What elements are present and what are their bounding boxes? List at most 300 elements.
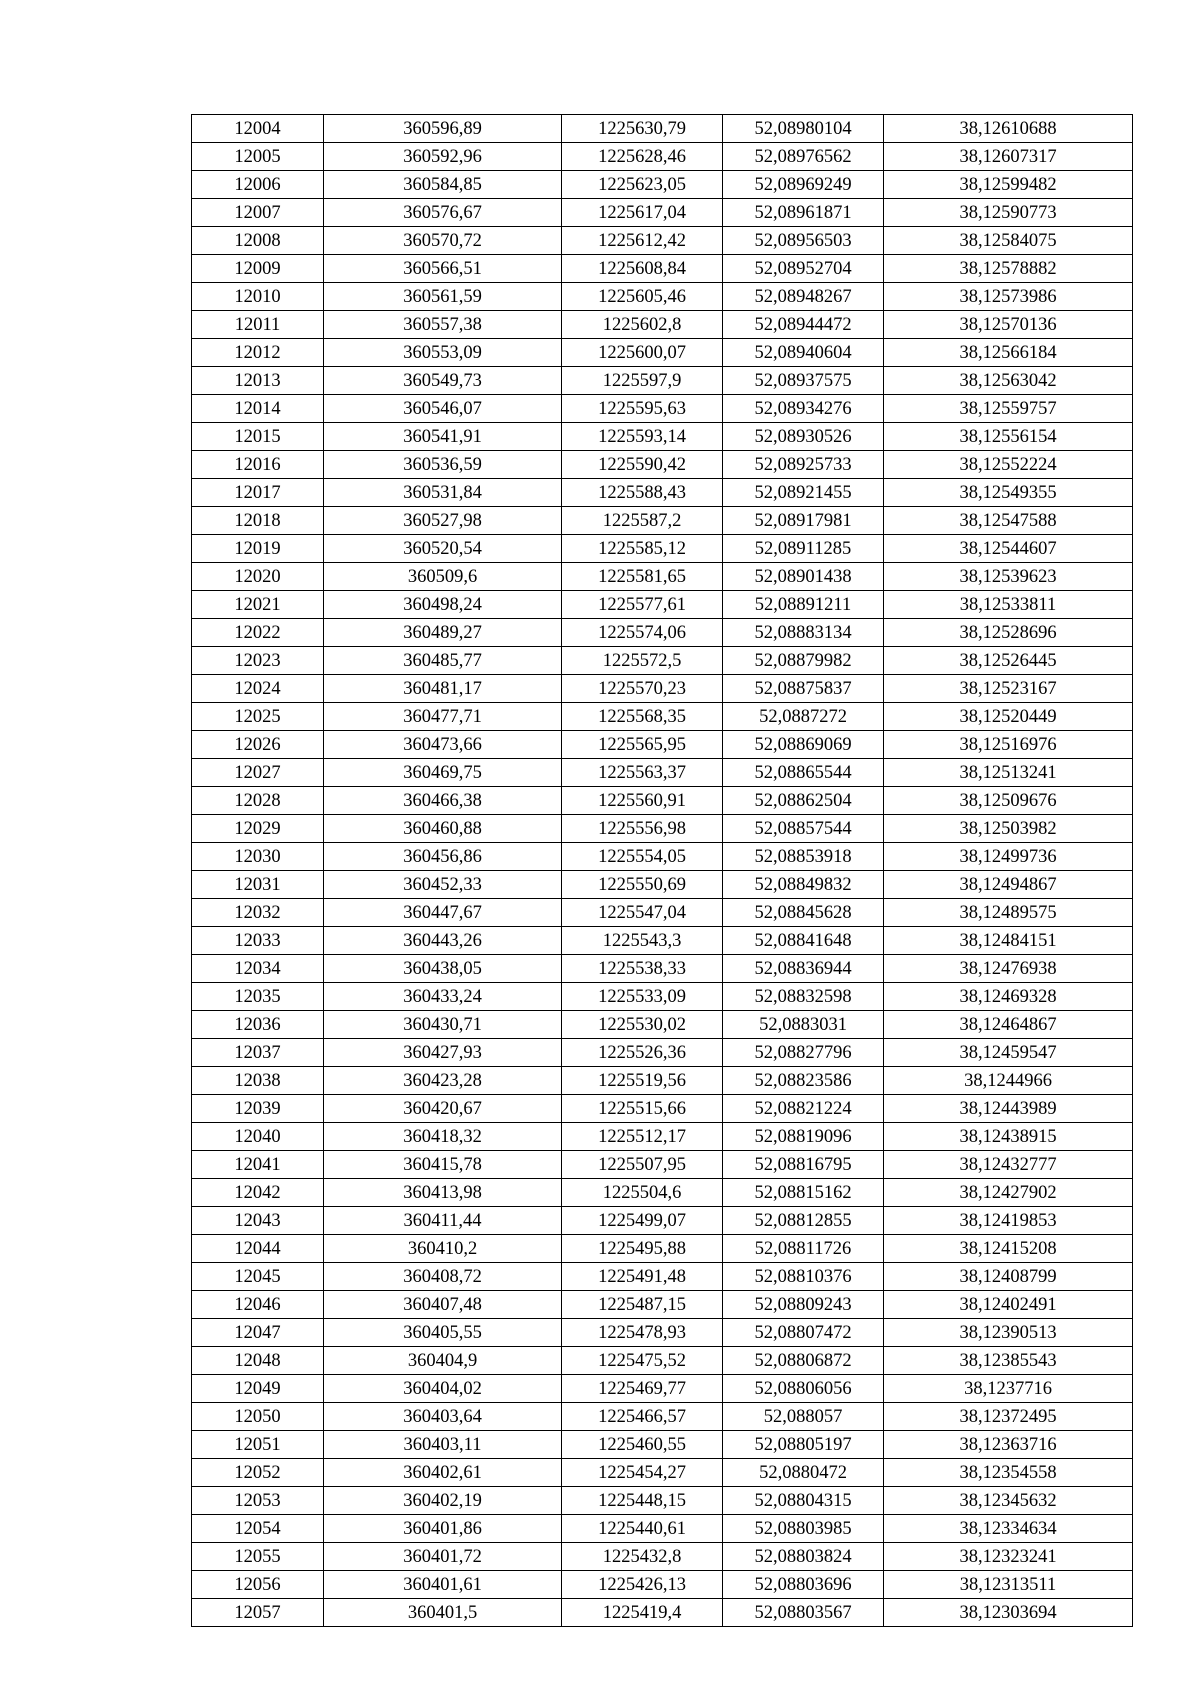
latitude-cell: 52,08803696 bbox=[723, 1571, 884, 1599]
point-number-cell: 12020 bbox=[192, 563, 324, 591]
x-coordinate-cell: 360452,33 bbox=[324, 871, 562, 899]
point-number-cell: 12035 bbox=[192, 983, 324, 1011]
y-coordinate-cell: 1225460,55 bbox=[562, 1431, 723, 1459]
x-coordinate-cell: 360456,86 bbox=[324, 843, 562, 871]
longitude-cell: 38,12547588 bbox=[884, 507, 1133, 535]
x-coordinate-cell: 360520,54 bbox=[324, 535, 562, 563]
table-row bbox=[192, 423, 1133, 451]
point-number-cell: 12007 bbox=[192, 199, 324, 227]
x-coordinate-cell: 360596,89 bbox=[324, 115, 562, 143]
x-coordinate-cell: 360466,38 bbox=[324, 787, 562, 815]
latitude-cell: 52,08806056 bbox=[723, 1375, 884, 1403]
x-coordinate-cell: 360410,2 bbox=[324, 1235, 562, 1263]
x-coordinate-cell: 360509,6 bbox=[324, 563, 562, 591]
longitude-cell: 38,12469328 bbox=[884, 983, 1133, 1011]
longitude-cell: 38,12390513 bbox=[884, 1319, 1133, 1347]
latitude-cell: 52,0883031 bbox=[723, 1011, 884, 1039]
point-number-cell: 12022 bbox=[192, 619, 324, 647]
point-number-cell: 12029 bbox=[192, 815, 324, 843]
point-number-cell: 12028 bbox=[192, 787, 324, 815]
table-row bbox=[192, 1543, 1133, 1571]
x-coordinate-cell: 360408,72 bbox=[324, 1263, 562, 1291]
latitude-cell: 52,08857544 bbox=[723, 815, 884, 843]
table-row bbox=[192, 535, 1133, 563]
x-coordinate-cell: 360531,84 bbox=[324, 479, 562, 507]
latitude-cell: 52,088057 bbox=[723, 1403, 884, 1431]
latitude-cell: 52,0880472 bbox=[723, 1459, 884, 1487]
table-row bbox=[192, 1011, 1133, 1039]
y-coordinate-cell: 1225617,04 bbox=[562, 199, 723, 227]
latitude-cell: 52,08849832 bbox=[723, 871, 884, 899]
x-coordinate-cell: 360438,05 bbox=[324, 955, 562, 983]
y-coordinate-cell: 1225495,88 bbox=[562, 1235, 723, 1263]
y-coordinate-cell: 1225526,36 bbox=[562, 1039, 723, 1067]
y-coordinate-cell: 1225512,17 bbox=[562, 1123, 723, 1151]
latitude-cell: 52,08940604 bbox=[723, 339, 884, 367]
x-coordinate-cell: 360553,09 bbox=[324, 339, 562, 367]
x-coordinate-cell: 360402,61 bbox=[324, 1459, 562, 1487]
x-coordinate-cell: 360469,75 bbox=[324, 759, 562, 787]
table-row bbox=[192, 647, 1133, 675]
x-coordinate-cell: 360403,64 bbox=[324, 1403, 562, 1431]
y-coordinate-cell: 1225565,95 bbox=[562, 731, 723, 759]
x-coordinate-cell: 360411,44 bbox=[324, 1207, 562, 1235]
longitude-cell: 38,12552224 bbox=[884, 451, 1133, 479]
latitude-cell: 52,0887272 bbox=[723, 703, 884, 731]
point-number-cell: 12032 bbox=[192, 899, 324, 927]
x-coordinate-cell: 360561,59 bbox=[324, 283, 562, 311]
point-number-cell: 12024 bbox=[192, 675, 324, 703]
y-coordinate-cell: 1225499,07 bbox=[562, 1207, 723, 1235]
y-coordinate-cell: 1225554,05 bbox=[562, 843, 723, 871]
x-coordinate-cell: 360401,5 bbox=[324, 1599, 562, 1627]
latitude-cell: 52,08917981 bbox=[723, 507, 884, 535]
table-row bbox=[192, 983, 1133, 1011]
latitude-cell: 52,08816795 bbox=[723, 1151, 884, 1179]
table-row bbox=[192, 787, 1133, 815]
longitude-cell: 38,12402491 bbox=[884, 1291, 1133, 1319]
latitude-cell: 52,08811726 bbox=[723, 1235, 884, 1263]
latitude-cell: 52,08879982 bbox=[723, 647, 884, 675]
latitude-cell: 52,08832598 bbox=[723, 983, 884, 1011]
y-coordinate-cell: 1225597,9 bbox=[562, 367, 723, 395]
table-row bbox=[192, 255, 1133, 283]
x-coordinate-cell: 360404,9 bbox=[324, 1347, 562, 1375]
table-row bbox=[192, 759, 1133, 787]
latitude-cell: 52,08948267 bbox=[723, 283, 884, 311]
point-number-cell: 12008 bbox=[192, 227, 324, 255]
point-number-cell: 12005 bbox=[192, 143, 324, 171]
point-number-cell: 12038 bbox=[192, 1067, 324, 1095]
longitude-cell: 38,12494867 bbox=[884, 871, 1133, 899]
longitude-cell: 38,12419853 bbox=[884, 1207, 1133, 1235]
table-row bbox=[192, 171, 1133, 199]
y-coordinate-cell: 1225533,09 bbox=[562, 983, 723, 1011]
longitude-cell: 38,12523167 bbox=[884, 675, 1133, 703]
longitude-cell: 38,1237716 bbox=[884, 1375, 1133, 1403]
table-row bbox=[192, 1151, 1133, 1179]
table-row bbox=[192, 1039, 1133, 1067]
y-coordinate-cell: 1225478,93 bbox=[562, 1319, 723, 1347]
x-coordinate-cell: 360570,72 bbox=[324, 227, 562, 255]
latitude-cell: 52,08810376 bbox=[723, 1263, 884, 1291]
longitude-cell: 38,12544607 bbox=[884, 535, 1133, 563]
longitude-cell: 38,12476938 bbox=[884, 955, 1133, 983]
table-row bbox=[192, 563, 1133, 591]
point-number-cell: 12014 bbox=[192, 395, 324, 423]
y-coordinate-cell: 1225432,8 bbox=[562, 1543, 723, 1571]
longitude-cell: 38,12484151 bbox=[884, 927, 1133, 955]
x-coordinate-cell: 360415,78 bbox=[324, 1151, 562, 1179]
longitude-cell: 38,12345632 bbox=[884, 1487, 1133, 1515]
latitude-cell: 52,08934276 bbox=[723, 395, 884, 423]
y-coordinate-cell: 1225612,42 bbox=[562, 227, 723, 255]
longitude-cell: 38,12503982 bbox=[884, 815, 1133, 843]
latitude-cell: 52,08921455 bbox=[723, 479, 884, 507]
longitude-cell: 38,12590773 bbox=[884, 199, 1133, 227]
longitude-cell: 38,12526445 bbox=[884, 647, 1133, 675]
longitude-cell: 38,12464867 bbox=[884, 1011, 1133, 1039]
table-row bbox=[192, 843, 1133, 871]
longitude-cell: 38,12516976 bbox=[884, 731, 1133, 759]
y-coordinate-cell: 1225556,98 bbox=[562, 815, 723, 843]
point-number-cell: 12053 bbox=[192, 1487, 324, 1515]
longitude-cell: 38,12459547 bbox=[884, 1039, 1133, 1067]
point-number-cell: 12039 bbox=[192, 1095, 324, 1123]
longitude-cell: 38,1244966 bbox=[884, 1067, 1133, 1095]
table-row bbox=[192, 1515, 1133, 1543]
table-row bbox=[192, 311, 1133, 339]
table-row bbox=[192, 1487, 1133, 1515]
latitude-cell: 52,08944472 bbox=[723, 311, 884, 339]
y-coordinate-cell: 1225595,63 bbox=[562, 395, 723, 423]
point-number-cell: 12015 bbox=[192, 423, 324, 451]
y-coordinate-cell: 1225600,07 bbox=[562, 339, 723, 367]
longitude-cell: 38,12415208 bbox=[884, 1235, 1133, 1263]
point-number-cell: 12017 bbox=[192, 479, 324, 507]
table-row bbox=[192, 1403, 1133, 1431]
point-number-cell: 12031 bbox=[192, 871, 324, 899]
point-number-cell: 12040 bbox=[192, 1123, 324, 1151]
latitude-cell: 52,08805197 bbox=[723, 1431, 884, 1459]
longitude-cell: 38,12513241 bbox=[884, 759, 1133, 787]
y-coordinate-cell: 1225581,65 bbox=[562, 563, 723, 591]
table-row bbox=[192, 479, 1133, 507]
y-coordinate-cell: 1225530,02 bbox=[562, 1011, 723, 1039]
table-row bbox=[192, 115, 1133, 143]
x-coordinate-cell: 360584,85 bbox=[324, 171, 562, 199]
table-row bbox=[192, 675, 1133, 703]
y-coordinate-cell: 1225572,5 bbox=[562, 647, 723, 675]
y-coordinate-cell: 1225563,37 bbox=[562, 759, 723, 787]
table-row bbox=[192, 1179, 1133, 1207]
table-row bbox=[192, 395, 1133, 423]
table-row bbox=[192, 731, 1133, 759]
point-number-cell: 12048 bbox=[192, 1347, 324, 1375]
table-row bbox=[192, 1291, 1133, 1319]
latitude-cell: 52,08819096 bbox=[723, 1123, 884, 1151]
y-coordinate-cell: 1225426,13 bbox=[562, 1571, 723, 1599]
point-number-cell: 12009 bbox=[192, 255, 324, 283]
longitude-cell: 38,12610688 bbox=[884, 115, 1133, 143]
x-coordinate-cell: 360423,28 bbox=[324, 1067, 562, 1095]
y-coordinate-cell: 1225602,8 bbox=[562, 311, 723, 339]
x-coordinate-cell: 360405,55 bbox=[324, 1319, 562, 1347]
longitude-cell: 38,12566184 bbox=[884, 339, 1133, 367]
longitude-cell: 38,12499736 bbox=[884, 843, 1133, 871]
y-coordinate-cell: 1225568,35 bbox=[562, 703, 723, 731]
longitude-cell: 38,12354558 bbox=[884, 1459, 1133, 1487]
latitude-cell: 52,08804315 bbox=[723, 1487, 884, 1515]
point-number-cell: 12044 bbox=[192, 1235, 324, 1263]
coordinates-table bbox=[191, 114, 1133, 1627]
y-coordinate-cell: 1225519,56 bbox=[562, 1067, 723, 1095]
longitude-cell: 38,12408799 bbox=[884, 1263, 1133, 1291]
point-number-cell: 12011 bbox=[192, 311, 324, 339]
y-coordinate-cell: 1225487,15 bbox=[562, 1291, 723, 1319]
longitude-cell: 38,12520449 bbox=[884, 703, 1133, 731]
latitude-cell: 52,08875837 bbox=[723, 675, 884, 703]
x-coordinate-cell: 360566,51 bbox=[324, 255, 562, 283]
longitude-cell: 38,12556154 bbox=[884, 423, 1133, 451]
longitude-cell: 38,12584075 bbox=[884, 227, 1133, 255]
x-coordinate-cell: 360407,48 bbox=[324, 1291, 562, 1319]
y-coordinate-cell: 1225590,42 bbox=[562, 451, 723, 479]
x-coordinate-cell: 360443,26 bbox=[324, 927, 562, 955]
longitude-cell: 38,12563042 bbox=[884, 367, 1133, 395]
longitude-cell: 38,12323241 bbox=[884, 1543, 1133, 1571]
table-row bbox=[192, 1375, 1133, 1403]
latitude-cell: 52,08891211 bbox=[723, 591, 884, 619]
x-coordinate-cell: 360576,67 bbox=[324, 199, 562, 227]
table-row bbox=[192, 955, 1133, 983]
x-coordinate-cell: 360447,67 bbox=[324, 899, 562, 927]
y-coordinate-cell: 1225588,43 bbox=[562, 479, 723, 507]
longitude-cell: 38,12528696 bbox=[884, 619, 1133, 647]
y-coordinate-cell: 1225608,84 bbox=[562, 255, 723, 283]
y-coordinate-cell: 1225577,61 bbox=[562, 591, 723, 619]
point-number-cell: 12012 bbox=[192, 339, 324, 367]
point-number-cell: 12046 bbox=[192, 1291, 324, 1319]
point-number-cell: 12049 bbox=[192, 1375, 324, 1403]
point-number-cell: 12023 bbox=[192, 647, 324, 675]
latitude-cell: 52,08952704 bbox=[723, 255, 884, 283]
x-coordinate-cell: 360401,61 bbox=[324, 1571, 562, 1599]
latitude-cell: 52,08969249 bbox=[723, 171, 884, 199]
table-row bbox=[192, 815, 1133, 843]
table-row bbox=[192, 1431, 1133, 1459]
x-coordinate-cell: 360557,38 bbox=[324, 311, 562, 339]
latitude-cell: 52,08901438 bbox=[723, 563, 884, 591]
coordinates-table-body bbox=[192, 115, 1133, 1627]
y-coordinate-cell: 1225491,48 bbox=[562, 1263, 723, 1291]
x-coordinate-cell: 360498,24 bbox=[324, 591, 562, 619]
longitude-cell: 38,12549355 bbox=[884, 479, 1133, 507]
table-row bbox=[192, 591, 1133, 619]
point-number-cell: 12019 bbox=[192, 535, 324, 563]
x-coordinate-cell: 360433,24 bbox=[324, 983, 562, 1011]
y-coordinate-cell: 1225440,61 bbox=[562, 1515, 723, 1543]
x-coordinate-cell: 360541,91 bbox=[324, 423, 562, 451]
latitude-cell: 52,08976562 bbox=[723, 143, 884, 171]
table-row bbox=[192, 339, 1133, 367]
y-coordinate-cell: 1225585,12 bbox=[562, 535, 723, 563]
x-coordinate-cell: 360527,98 bbox=[324, 507, 562, 535]
y-coordinate-cell: 1225454,27 bbox=[562, 1459, 723, 1487]
point-number-cell: 12042 bbox=[192, 1179, 324, 1207]
point-number-cell: 12016 bbox=[192, 451, 324, 479]
x-coordinate-cell: 360430,71 bbox=[324, 1011, 562, 1039]
y-coordinate-cell: 1225515,66 bbox=[562, 1095, 723, 1123]
latitude-cell: 52,08823586 bbox=[723, 1067, 884, 1095]
table-row bbox=[192, 1599, 1133, 1627]
y-coordinate-cell: 1225507,95 bbox=[562, 1151, 723, 1179]
point-number-cell: 12057 bbox=[192, 1599, 324, 1627]
point-number-cell: 12041 bbox=[192, 1151, 324, 1179]
y-coordinate-cell: 1225448,15 bbox=[562, 1487, 723, 1515]
table-row bbox=[192, 927, 1133, 955]
y-coordinate-cell: 1225419,4 bbox=[562, 1599, 723, 1627]
longitude-cell: 38,12363716 bbox=[884, 1431, 1133, 1459]
point-number-cell: 12027 bbox=[192, 759, 324, 787]
longitude-cell: 38,12533811 bbox=[884, 591, 1133, 619]
x-coordinate-cell: 360401,72 bbox=[324, 1543, 562, 1571]
table-row bbox=[192, 1235, 1133, 1263]
x-coordinate-cell: 360546,07 bbox=[324, 395, 562, 423]
x-coordinate-cell: 360404,02 bbox=[324, 1375, 562, 1403]
latitude-cell: 52,08961871 bbox=[723, 199, 884, 227]
point-number-cell: 12021 bbox=[192, 591, 324, 619]
x-coordinate-cell: 360481,17 bbox=[324, 675, 562, 703]
latitude-cell: 52,08803567 bbox=[723, 1599, 884, 1627]
y-coordinate-cell: 1225593,14 bbox=[562, 423, 723, 451]
latitude-cell: 52,08841648 bbox=[723, 927, 884, 955]
table-row bbox=[192, 1319, 1133, 1347]
x-coordinate-cell: 360418,32 bbox=[324, 1123, 562, 1151]
x-coordinate-cell: 360460,88 bbox=[324, 815, 562, 843]
y-coordinate-cell: 1225504,6 bbox=[562, 1179, 723, 1207]
y-coordinate-cell: 1225538,33 bbox=[562, 955, 723, 983]
longitude-cell: 38,12372495 bbox=[884, 1403, 1133, 1431]
y-coordinate-cell: 1225475,52 bbox=[562, 1347, 723, 1375]
latitude-cell: 52,08869069 bbox=[723, 731, 884, 759]
point-number-cell: 12025 bbox=[192, 703, 324, 731]
longitude-cell: 38,12438915 bbox=[884, 1123, 1133, 1151]
x-coordinate-cell: 360489,27 bbox=[324, 619, 562, 647]
longitude-cell: 38,12427902 bbox=[884, 1179, 1133, 1207]
point-number-cell: 12047 bbox=[192, 1319, 324, 1347]
latitude-cell: 52,08956503 bbox=[723, 227, 884, 255]
longitude-cell: 38,12443989 bbox=[884, 1095, 1133, 1123]
y-coordinate-cell: 1225543,3 bbox=[562, 927, 723, 955]
latitude-cell: 52,08827796 bbox=[723, 1039, 884, 1067]
y-coordinate-cell: 1225550,69 bbox=[562, 871, 723, 899]
longitude-cell: 38,12313511 bbox=[884, 1571, 1133, 1599]
latitude-cell: 52,08806872 bbox=[723, 1347, 884, 1375]
point-number-cell: 12056 bbox=[192, 1571, 324, 1599]
table-row bbox=[192, 199, 1133, 227]
longitude-cell: 38,12432777 bbox=[884, 1151, 1133, 1179]
latitude-cell: 52,08845628 bbox=[723, 899, 884, 927]
longitude-cell: 38,12607317 bbox=[884, 143, 1133, 171]
longitude-cell: 38,12334634 bbox=[884, 1515, 1133, 1543]
latitude-cell: 52,08853918 bbox=[723, 843, 884, 871]
point-number-cell: 12055 bbox=[192, 1543, 324, 1571]
x-coordinate-cell: 360592,96 bbox=[324, 143, 562, 171]
point-number-cell: 12051 bbox=[192, 1431, 324, 1459]
latitude-cell: 52,08930526 bbox=[723, 423, 884, 451]
y-coordinate-cell: 1225587,2 bbox=[562, 507, 723, 535]
table-row bbox=[192, 703, 1133, 731]
y-coordinate-cell: 1225547,04 bbox=[562, 899, 723, 927]
latitude-cell: 52,08865544 bbox=[723, 759, 884, 787]
latitude-cell: 52,08815162 bbox=[723, 1179, 884, 1207]
point-number-cell: 12045 bbox=[192, 1263, 324, 1291]
x-coordinate-cell: 360413,98 bbox=[324, 1179, 562, 1207]
table-row bbox=[192, 619, 1133, 647]
point-number-cell: 12033 bbox=[192, 927, 324, 955]
y-coordinate-cell: 1225570,23 bbox=[562, 675, 723, 703]
latitude-cell: 52,08911285 bbox=[723, 535, 884, 563]
x-coordinate-cell: 360403,11 bbox=[324, 1431, 562, 1459]
x-coordinate-cell: 360473,66 bbox=[324, 731, 562, 759]
y-coordinate-cell: 1225628,46 bbox=[562, 143, 723, 171]
latitude-cell: 52,08925733 bbox=[723, 451, 884, 479]
longitude-cell: 38,12539623 bbox=[884, 563, 1133, 591]
table-row bbox=[192, 1095, 1133, 1123]
latitude-cell: 52,08803985 bbox=[723, 1515, 884, 1543]
point-number-cell: 12018 bbox=[192, 507, 324, 535]
point-number-cell: 12006 bbox=[192, 171, 324, 199]
table-row bbox=[192, 871, 1133, 899]
point-number-cell: 12052 bbox=[192, 1459, 324, 1487]
x-coordinate-cell: 360485,77 bbox=[324, 647, 562, 675]
longitude-cell: 38,12385543 bbox=[884, 1347, 1133, 1375]
point-number-cell: 12013 bbox=[192, 367, 324, 395]
point-number-cell: 12030 bbox=[192, 843, 324, 871]
latitude-cell: 52,08883134 bbox=[723, 619, 884, 647]
y-coordinate-cell: 1225630,79 bbox=[562, 115, 723, 143]
table-row bbox=[192, 367, 1133, 395]
table-row bbox=[192, 1067, 1133, 1095]
longitude-cell: 38,12578882 bbox=[884, 255, 1133, 283]
y-coordinate-cell: 1225605,46 bbox=[562, 283, 723, 311]
longitude-cell: 38,12570136 bbox=[884, 311, 1133, 339]
point-number-cell: 12010 bbox=[192, 283, 324, 311]
latitude-cell: 52,08812855 bbox=[723, 1207, 884, 1235]
longitude-cell: 38,12573986 bbox=[884, 283, 1133, 311]
longitude-cell: 38,12559757 bbox=[884, 395, 1133, 423]
x-coordinate-cell: 360402,19 bbox=[324, 1487, 562, 1515]
x-coordinate-cell: 360427,93 bbox=[324, 1039, 562, 1067]
x-coordinate-cell: 360549,73 bbox=[324, 367, 562, 395]
y-coordinate-cell: 1225469,77 bbox=[562, 1375, 723, 1403]
latitude-cell: 52,08836944 bbox=[723, 955, 884, 983]
latitude-cell: 52,08821224 bbox=[723, 1095, 884, 1123]
point-number-cell: 12026 bbox=[192, 731, 324, 759]
latitude-cell: 52,08809243 bbox=[723, 1291, 884, 1319]
latitude-cell: 52,08937575 bbox=[723, 367, 884, 395]
point-number-cell: 12054 bbox=[192, 1515, 324, 1543]
point-number-cell: 12036 bbox=[192, 1011, 324, 1039]
latitude-cell: 52,08807472 bbox=[723, 1319, 884, 1347]
table-row bbox=[192, 507, 1133, 535]
point-number-cell: 12050 bbox=[192, 1403, 324, 1431]
table-row bbox=[192, 1263, 1133, 1291]
y-coordinate-cell: 1225466,57 bbox=[562, 1403, 723, 1431]
y-coordinate-cell: 1225574,06 bbox=[562, 619, 723, 647]
y-coordinate-cell: 1225560,91 bbox=[562, 787, 723, 815]
